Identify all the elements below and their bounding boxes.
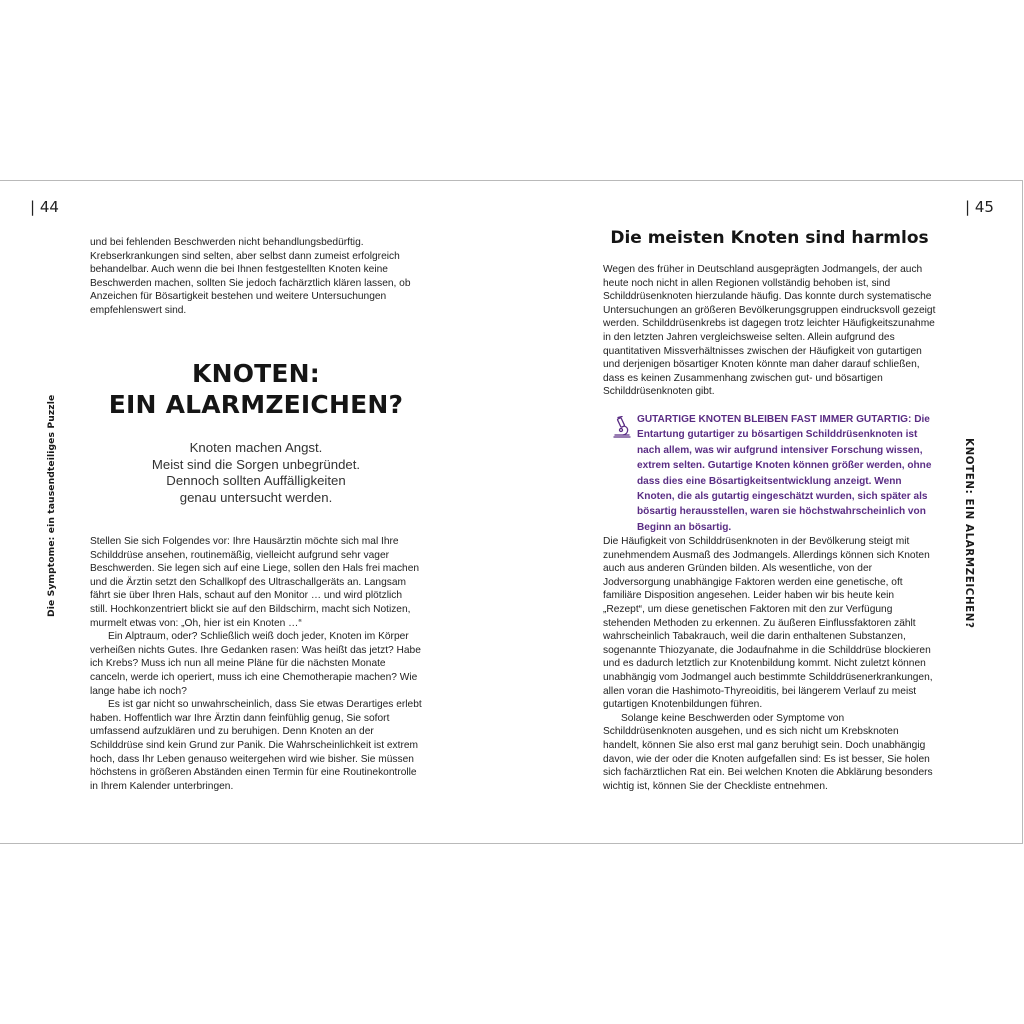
- microscope-icon: [612, 416, 632, 438]
- callout-body: Die Entartung gutartiger zu bösartigen Schilddrüsenknoten ist nach allem, was wir aufgrund intensiver Forschung wissen, extrem selten. Gutartige Knoten können größer werden, ohne dass dies eine Bösartigkeitsentwicklung anzeigt. Wenn Knoten, die als gutartig eingeschätzt wurden, sich später als bösartig herausstellen, waren sie höchstwahrscheinlich von Beginn an bösartig.: [637, 414, 932, 533]
- callout-box: [612, 412, 938, 535]
- callout-heading: GUTARTIGE KNOTEN BLEIBEN FAST IMMER GUTARTIG:: [637, 414, 912, 425]
- intro-line: Meist sind die Sorgen unbegründet.: [151, 456, 361, 472]
- left-paragraph-2: Ein Alptraum, oder? Schließlich weiß doch jeder, Knoten im Körper verheißen nichts Gutes. Ihre Gedanken rasen: Was heißt das jetzt? Habe ich Krebs? Muss ich nun all meine Pläne für die nächsten Monate canceln, werde ich operiert, muss ich eine Chemotherapie machen? Wie lange habe ich noch?: [90, 631, 421, 697]
- right-paragraph-2: Die Häufigkeit von Schilddrüsenknoten in der Bevölkerung steigt mit zunehmendem Ausmaß des Jodmangels. Allerdings können sich Knoten auch aus anderen Gründen bilden. Als wesentliche, von der Jodversorgung unabhängige Faktoren werden eine genetische, oft familiäre Disposition angesehen. Leider haben wir bis heute kein „Rezept“, um diese genetischen Faktoren mit den zur Verfügung stehenden Methoden zu erkennen. Zu äußeren Einflussfaktoren zählt wahrscheinlich Tabakrauch, weil die darin enthaltenen Substanzen, sogenannte Thiozyanate, die Jodaufnahme in die Schilddrüse blockieren und es dadurch letztlich zur Knotenbildung kommt. Nicht zuletzt können unabhängig vom Jodmangel auch bestimmte Schilddrüsenerkrankungen, allen voran die Hashimoto-Thyreoiditis, bei längerem Verlauf zu meist gutartigen Knotenbildungen führen.: [603, 536, 933, 711]
- intro-line: genau untersucht werden.: [179, 489, 333, 505]
- chapter-title: [90, 358, 422, 420]
- left-paragraph-1: Stellen Sie sich Folgendes vor: Ihre Hausärztin möchte sich mal Ihre Schilddrüse ansehen, routinemäßig, vielleicht aufgrund sehr vager Beschwerden. Sie legen sich auf eine Liege, sollen den Hals frei machen und die Ärztin setzt den Schallkopf des Ultraschallgeräts an. Langsam fährt sie über Ihren Hals, schaut auf den Monitor … und wird plötzlich still. Hochkonzentriert blickt sie auf den Bildschirm, macht sich Notizen, murmelt etwas von: „Oh, hier ist ein Knoten …“: [90, 536, 420, 629]
- intro-line: Knoten machen Angst.: [189, 440, 323, 455]
- side-tab-right: KNOTEN: EIN ALARMZEICHEN?: [963, 438, 975, 629]
- chapter-intro: [90, 440, 422, 506]
- left-top-column: [90, 236, 422, 318]
- side-tab-left: Die Symptome: ein tausendteiliges Puzzle: [46, 394, 57, 617]
- left-main-column: [90, 535, 422, 793]
- intro-line: Dennoch sollten Auffälligkeiten: [166, 473, 346, 488]
- right-top-column: [603, 263, 936, 399]
- left-paragraph-3: Es ist gar nicht so unwahrscheinlich, dass Sie etwas Derartiges erlebt haben. Hoffentlich war Ihre Ärztin dann feinfühlig genug, Sie sofort umfassend aufzuklären und zu beruhigen. Denn Knoten an der Schilddrüse sind kein Grund zur Panik. Die Wahrscheinlichkeit ist extrem hoch, dass Ihr Leben genauso weitergehen wird wie bisher. Sie müssen höchstens in größeren Abständen einen Termin für eine Routinekontrolle in Ihrem Kalender unterbringen.: [90, 699, 422, 792]
- callout-text: [637, 412, 938, 535]
- right-paragraph-1: Wegen des früher in Deutschland ausgeprägten Jodmangels, der auch heute noch nicht in allen Regionen vollständig behoben ist, sind Schilddrüsenknoten hierzulande häufig. Das konnte durch systematische Untersuchungen an größeren Bevölkerungsgruppen eindrucksvoll gezeigt werden. Schilddrüsenkrebs ist dagegen trotz leichter Häufigkeitszunahme in den letzten Jahren vergleichsweise selten. Allein aufgrund des quantitativen Missverhältnisses zwischen der Häufigkeit von gutartigen und derjenigen bösartiger Knoten könnte man daher darauf schließen, dass es keinen Zusammenhang zwischen gut- und bösartigen Schilddrüsenknoten gibt.: [603, 264, 936, 398]
- right-paragraph-3: Solange keine Beschwerden oder Symptome von Schilddrüsenknoten ausgehen, und es sich nicht um Krebsknoten handelt, können Sie also erst mal ganz beruhigt sein. Doch unabhängig davon, wie der oder die Knoten aufgefallen sind: Es ist besser, Sie holen sich fachärztlichen Rat ein. Bei welchen Knoten die Abklärung besonders wichtig ist, können Sie der Checkliste entnehmen.: [603, 712, 933, 792]
- section-title: Die meisten Knoten sind harmlos: [610, 228, 929, 248]
- right-main-column: [603, 535, 936, 793]
- page-number-left: | 44: [30, 198, 59, 216]
- chapter-title-line2: EIN ALARMZEICHEN?: [108, 390, 404, 419]
- page-number-right: | 45: [965, 198, 994, 216]
- chapter-title-line1: KNOTEN:: [192, 359, 320, 388]
- left-top-paragraph: und bei fehlenden Beschwerden nicht behandlungsbedürftig. Krebserkrankungen sind selten, aber selbst dann zumeist erfolgreich behandelbar. Auch wenn die bei Ihnen festgestellten Knoten keine Beschwerden machen, sollten Sie jedoch fachärztlich klären lassen, ob Anzeichen für Bösartigkeit bestehen und weitere Untersuchungen empfehlenswert sind.: [90, 237, 411, 316]
